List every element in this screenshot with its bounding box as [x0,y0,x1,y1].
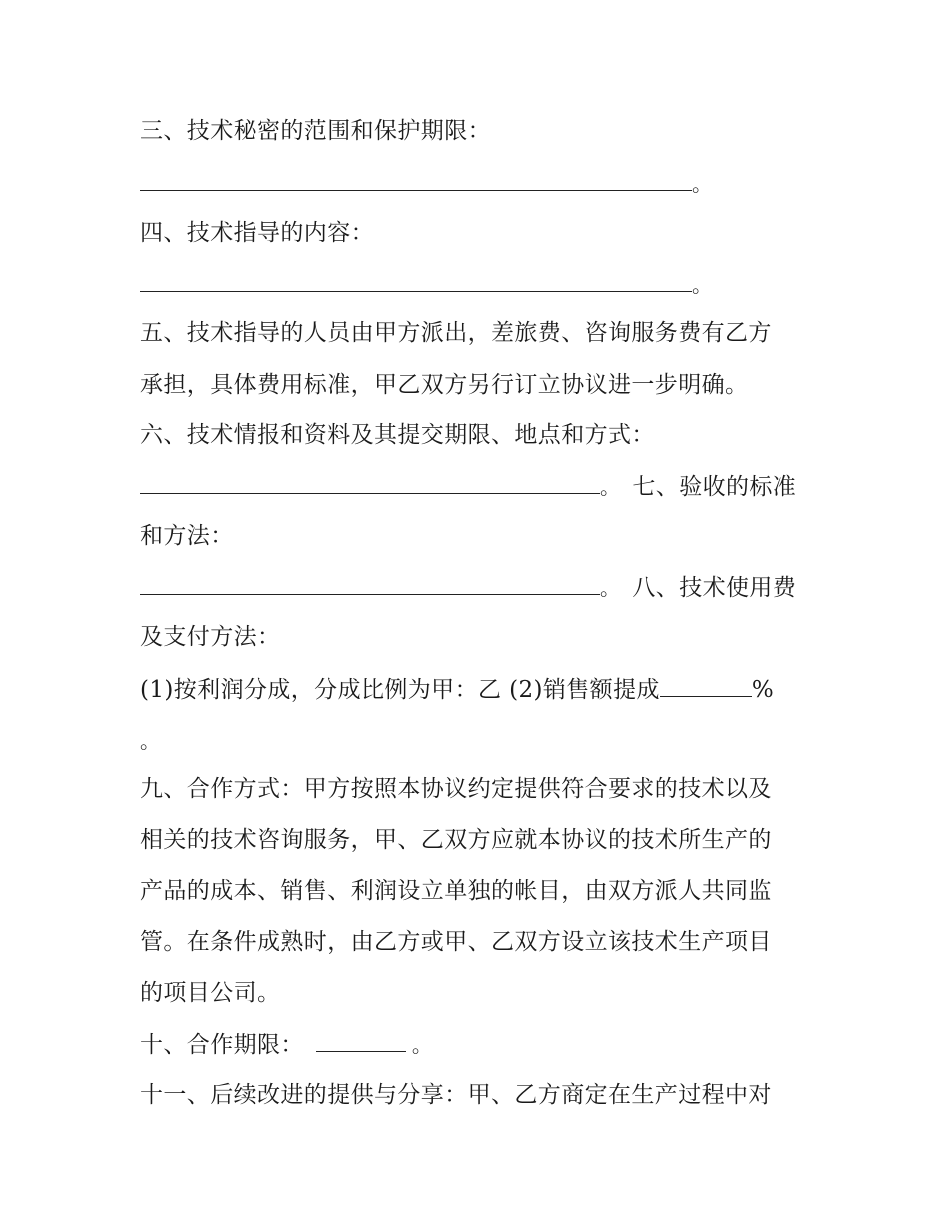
section-9-line-2 [140,825,772,855]
section-7-blank-line [140,572,796,603]
section-8-option-text: (1)按利润分成，分成比例为甲：乙 (2)销售额提成 [140,677,660,703]
section-11-line-1 [140,1080,772,1110]
section-3-heading [140,116,491,146]
section-10-period: 。 [411,1033,433,1057]
section-8-heading-part-2: 及支付方法： [140,624,281,650]
section-5-line-1 [140,318,772,348]
section-4-heading-text: 四、技术指导的内容： [140,220,374,246]
section-8-period: 。 [140,729,161,753]
section-3-period: 。 [692,172,713,196]
section-5-text-2: 承担，具体费用标准，甲乙双方另行订立协议进一步明确。 [140,372,749,398]
section-8-heading-part-1: 八、技术使用费 [632,575,797,601]
section-11-text-1: 十一、后续改进的提供与分享：甲、乙方商定在生产过程中对 [140,1082,772,1108]
section-9-text-4: 管。在条件成熟时，由乙方或甲、乙双方设立该技术生产项目 [140,929,772,955]
section-6-fill-blank[interactable] [140,471,600,494]
section-7-period: 。 [600,576,621,600]
section-10-fill-blank[interactable] [316,1029,406,1052]
section-5-line-2 [140,370,748,400]
section-9-line-5 [140,978,280,1008]
section-8-percent-sign: % [751,677,775,703]
section-4-heading [140,218,374,248]
section-10-heading-text: 十、合作期限： [140,1032,304,1058]
section-4-fill-blank[interactable] [140,269,692,292]
section-9-line-3 [140,876,772,906]
section-3-fill-blank[interactable] [140,168,692,191]
section-9-text-2: 相关的技术咨询服务，甲、乙双方应就本协议的技术所生产的 [140,827,772,853]
section-7-heading-part-2: 和方法： [140,523,234,549]
section-6-heading [140,420,655,450]
section-6-period: 。 [600,475,621,499]
section-9-text-5: 的项目公司。 [140,980,281,1006]
section-4-period: 。 [692,273,713,297]
section-8-end-line [140,726,160,756]
section-5-text-1: 五、技术指导的人员由甲方派出，差旅费、咨询服务费有乙方 [140,320,772,346]
section-3-blank-line [140,168,712,199]
section-8-heading-line-2 [140,622,280,652]
section-7-heading-part-1: 七、验收的标准 [632,474,797,500]
section-3-heading-text: 三、技术秘密的范围和保护期限： [140,118,491,144]
section-8-options [140,674,774,705]
section-9-line-4 [140,927,772,957]
section-7-heading-line-2 [140,521,234,551]
section-9-line-1 [140,774,772,804]
section-8-percent-blank[interactable] [660,674,752,697]
section-9-text-3: 产品的成本、销售、利润设立单独的帐目，由双方派人共同监 [140,878,772,904]
section-6-heading-text: 六、技术情报和资料及其提交期限、地点和方式： [140,422,655,448]
section-7-fill-blank[interactable] [140,572,600,595]
section-10-line [140,1029,432,1060]
section-9-text-1: 九、合作方式：甲方按照本协议约定提供符合要求的技术以及 [140,776,772,802]
section-4-blank-line [140,269,712,300]
section-6-blank-line [140,471,796,502]
